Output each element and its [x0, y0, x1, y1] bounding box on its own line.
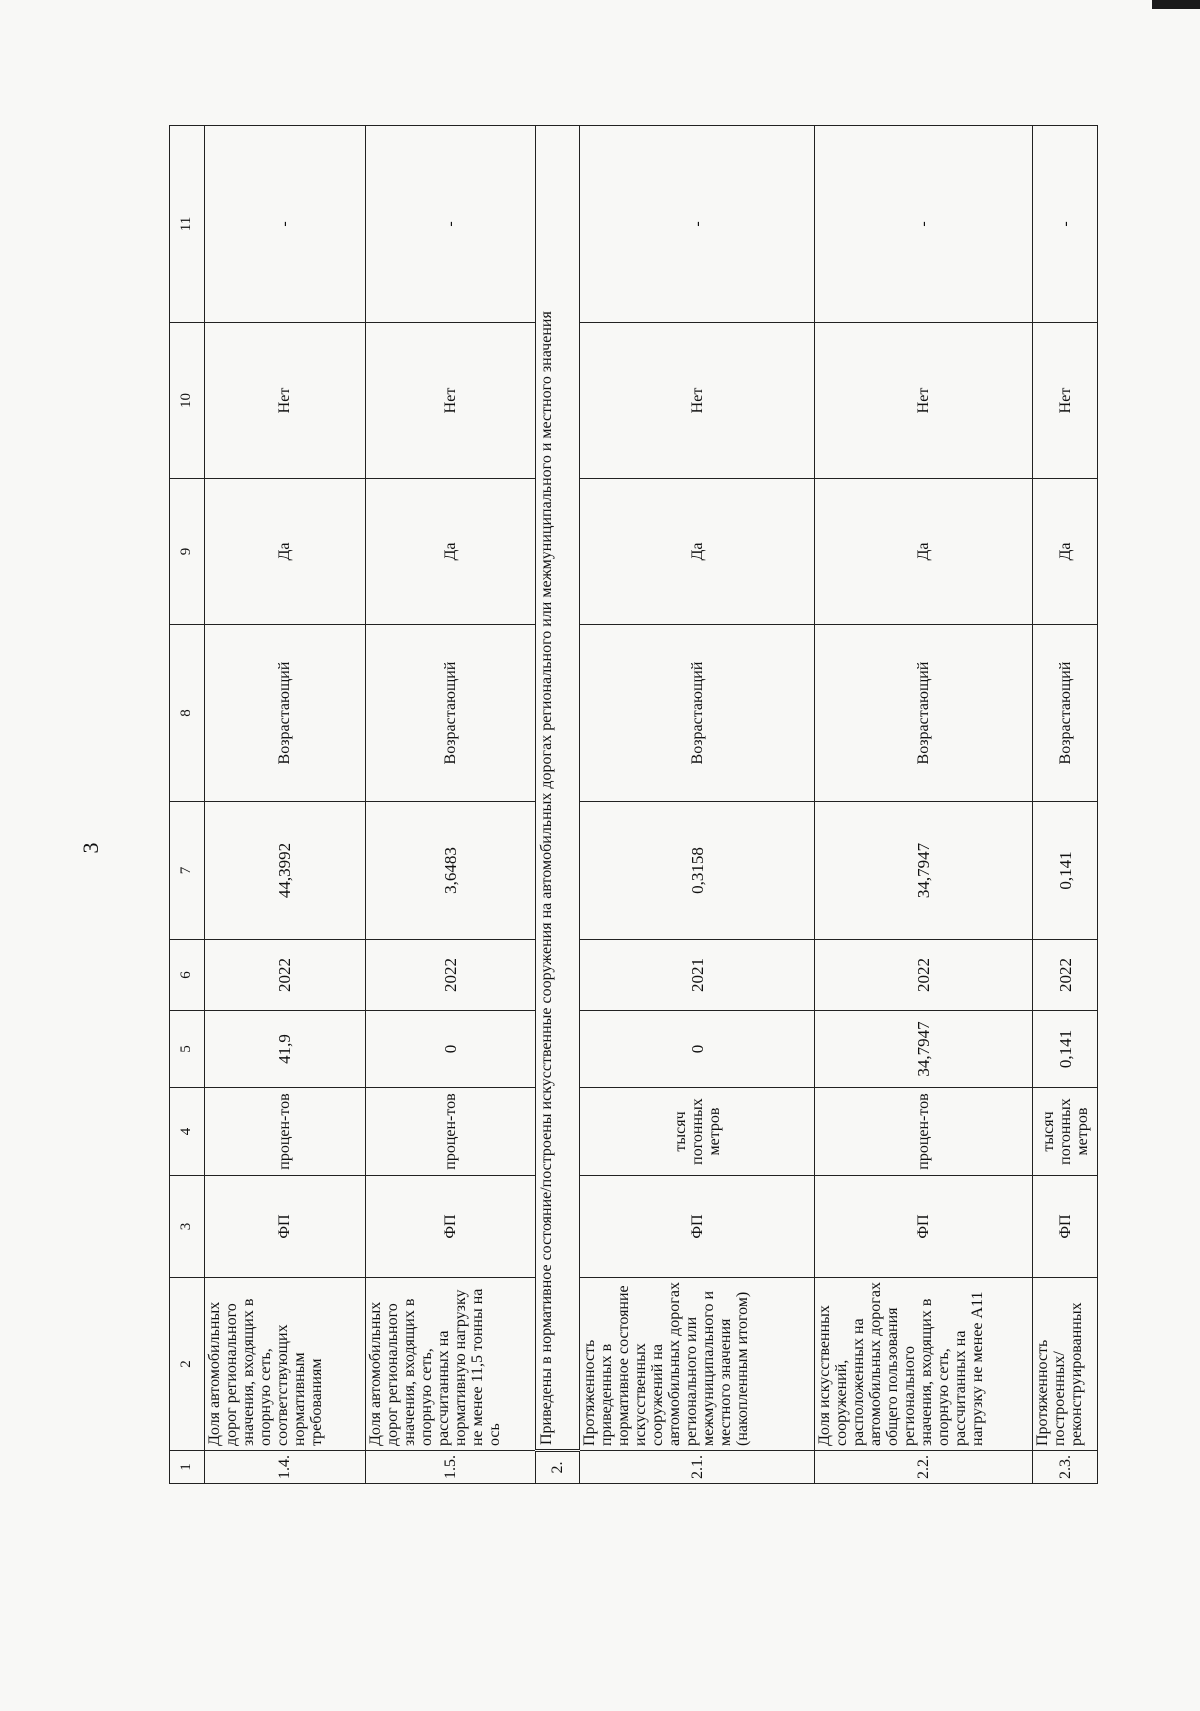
- column-header: 9: [170, 479, 205, 625]
- row-number: 2.2.: [814, 1451, 1033, 1484]
- section-number: 2.: [535, 1451, 580, 1484]
- unit-of-measure: тысяч погонных метров: [580, 1088, 814, 1176]
- trend: Возрастающий: [814, 625, 1033, 802]
- unit-of-measure: процен-тов: [204, 1088, 366, 1176]
- column-header: 7: [170, 802, 205, 940]
- base-value: 34,7947: [814, 1011, 1033, 1088]
- column-10-value: Нет: [366, 323, 536, 479]
- column-10-value: Нет: [814, 323, 1033, 479]
- row-number: 1.4.: [204, 1451, 366, 1484]
- indicator-type: ФП: [204, 1176, 366, 1278]
- indicator-type: ФП: [814, 1176, 1033, 1278]
- column-header: 4: [170, 1088, 205, 1176]
- indicator-name: Доля искусственных сооружений, расположенных на автомобильных дорогах общего пользования регионального значения, входящих в опорную сеть, рассчитанных на нагрузку не менее А11: [814, 1278, 1033, 1451]
- base-year: 2022: [814, 940, 1033, 1011]
- column-header: 5: [170, 1011, 205, 1088]
- unit-of-measure: процен-тов: [814, 1088, 1033, 1176]
- section-row: [535, 126, 580, 1484]
- column-11-value: -: [366, 126, 536, 323]
- column-header: 11: [170, 126, 205, 323]
- column-10-value: Нет: [1033, 323, 1098, 479]
- base-year: 2022: [1033, 940, 1098, 1011]
- table-row: [814, 126, 1033, 1484]
- column-11-value: -: [814, 126, 1033, 323]
- column-11-value: -: [1033, 126, 1098, 323]
- row-number: 1.5.: [366, 1451, 536, 1484]
- column-header: 6: [170, 940, 205, 1011]
- target-value: 0,3158: [580, 802, 814, 940]
- column-10-value: Нет: [580, 323, 814, 479]
- indicator-type: ФП: [366, 1176, 536, 1278]
- column-number-row: [170, 126, 205, 1484]
- unit-of-measure: процен-тов: [366, 1088, 536, 1176]
- indicator-type: ФП: [1033, 1176, 1098, 1278]
- indicator-name: Протяженность приведенных в нормативное состояние искусственных сооружений на автомобильных дорогах регионального или межмуниципального и местного значения (накопленным итогом): [580, 1278, 814, 1451]
- scan-corner-mark: [1152, 0, 1200, 9]
- column-9-value: Да: [204, 479, 366, 625]
- indicator-name: Доля автомобильных дорог регионального значения, входящих в опорную сеть, соответствующих нормативным требованиям: [204, 1278, 366, 1451]
- indicators-table: [169, 125, 1098, 1484]
- column-9-value: Да: [366, 479, 536, 625]
- column-11-value: -: [580, 126, 814, 323]
- column-9-value: Да: [1033, 479, 1098, 625]
- table-row: [1033, 126, 1098, 1484]
- base-value: 0: [366, 1011, 536, 1088]
- indicator-type: ФП: [580, 1176, 814, 1278]
- column-11-value: -: [204, 126, 366, 323]
- column-header: 3: [170, 1176, 205, 1278]
- column-header: 1: [170, 1451, 205, 1484]
- trend: Возрастающий: [204, 625, 366, 802]
- section-title: Приведены в нормативное состояние/построены искусственные сооружения на автомобильных дорогах регионального или межмуниципального и местного значения: [535, 126, 580, 1451]
- column-10-value: Нет: [204, 323, 366, 479]
- page-number: 3: [78, 842, 103, 854]
- target-value: 3,6483: [366, 802, 536, 940]
- column-9-value: Да: [814, 479, 1033, 625]
- trend: Возрастающий: [366, 625, 536, 802]
- indicator-name: Протяженность построенных/ реконструированных: [1033, 1278, 1098, 1451]
- column-header: 8: [170, 625, 205, 802]
- row-number: 2.3.: [1033, 1451, 1098, 1484]
- trend: Возрастающий: [580, 625, 814, 802]
- row-number: 2.1.: [580, 1451, 814, 1484]
- base-year: 2021: [580, 940, 814, 1011]
- table-row: [580, 126, 814, 1484]
- base-year: 2022: [366, 940, 536, 1011]
- base-value: 41,9: [204, 1011, 366, 1088]
- unit-of-measure: тысяч погонных метров: [1033, 1088, 1098, 1176]
- column-9-value: Да: [580, 479, 814, 625]
- table-rotated-container: [169, 126, 1098, 1484]
- trend: Возрастающий: [1033, 625, 1098, 802]
- column-header: 2: [170, 1278, 205, 1451]
- target-value: 44,3992: [204, 802, 366, 940]
- base-value: 0,141: [1033, 1011, 1098, 1088]
- base-value: 0: [580, 1011, 814, 1088]
- target-value: 0,141: [1033, 802, 1098, 940]
- target-value: 34,7947: [814, 802, 1033, 940]
- base-year: 2022: [204, 940, 366, 1011]
- table-row: [204, 126, 366, 1484]
- column-header: 10: [170, 323, 205, 479]
- indicator-name: Доля автомобильных дорог регионального значения, входящих в опорную сеть, рассчитанных на нормативную нагрузку не менее 11,5 тонны на ось: [366, 1278, 536, 1451]
- table-row: [366, 126, 536, 1484]
